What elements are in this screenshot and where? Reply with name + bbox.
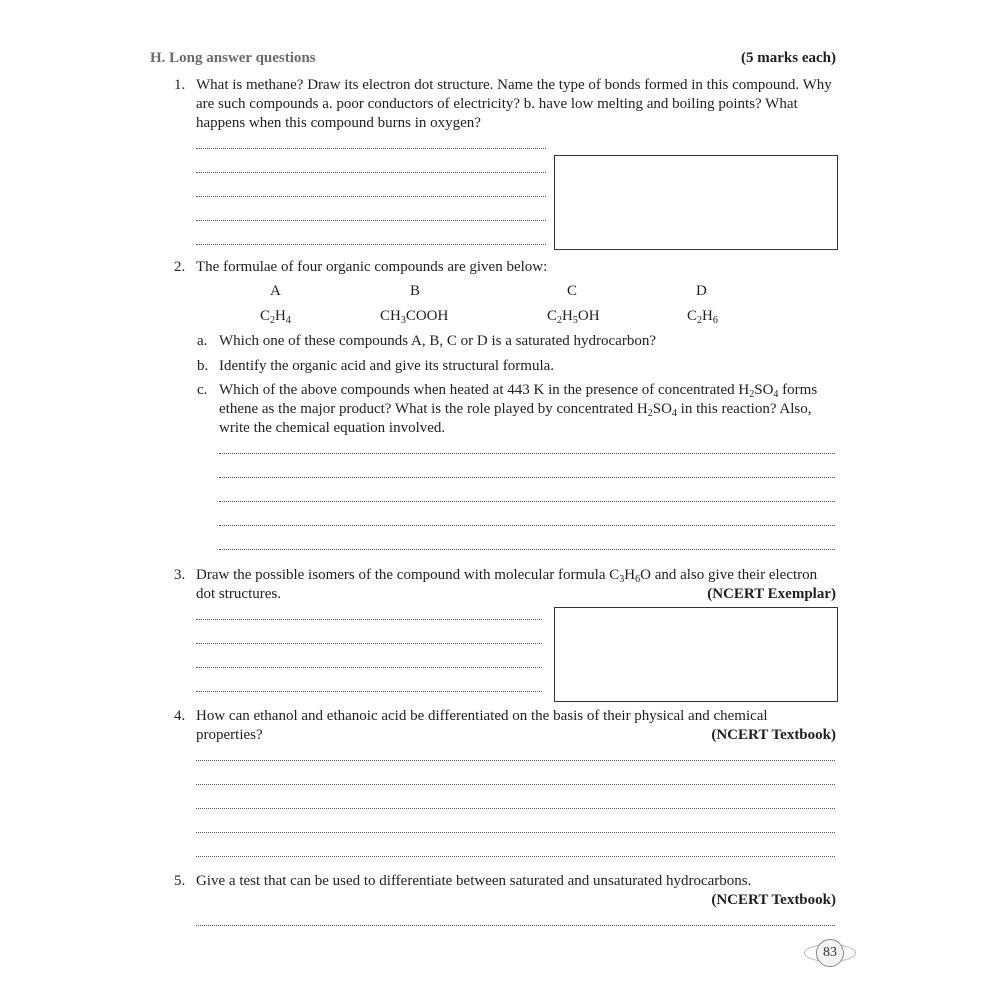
drawing-box-q3[interactable] (554, 607, 838, 702)
compound-label-d: D (696, 283, 707, 299)
answer-line[interactable] (196, 832, 835, 833)
answer-line[interactable] (196, 760, 835, 761)
answer-line[interactable] (219, 477, 835, 478)
answer-line[interactable] (219, 501, 835, 502)
q4-line-2: properties? (196, 727, 263, 743)
answer-line[interactable] (196, 667, 542, 668)
compound-label-a: A (270, 283, 281, 299)
q2c-line-3: write the chemical equation involved. (219, 420, 446, 436)
answer-line[interactable] (196, 619, 542, 620)
q2-number: 2. (174, 259, 186, 275)
formula-a: $C_2H_4$ (260, 308, 291, 326)
answer-line[interactable] (219, 453, 835, 454)
q2b-marker: b. (197, 358, 209, 374)
answer-line[interactable] (196, 925, 835, 926)
q5-line-1: Give a test that can be used to differentiate between saturated and unsaturated hydrocarbons. (196, 873, 752, 889)
q3-line-1: Draw the possible isomers of the compound with molecular formula $C_3H_6O$ and also give their electron (196, 567, 818, 585)
answer-line[interactable] (196, 643, 542, 644)
formula-b: $CH_3COOH$ (380, 308, 449, 326)
q5-number: 5. (174, 873, 186, 889)
answer-line[interactable] (219, 549, 835, 550)
answer-line[interactable] (196, 784, 835, 785)
q2c-marker: c. (197, 382, 208, 398)
section-title: H. Long answer questions (150, 50, 316, 66)
compound-label-b: B (410, 283, 421, 299)
q1-line-2: are such compounds a. poor conductors of electricity? b. have low melting and boiling points? What (196, 96, 798, 112)
q1-line-3: happens when this compound burns in oxygen? (196, 115, 481, 131)
q3-source: (NCERT Exemplar) (707, 586, 836, 602)
q2c-line-1: Which of the above compounds when heated at 443 K in the presence of concentrated $H_2SO_4$ forms (219, 382, 818, 400)
answer-line[interactable] (219, 525, 835, 526)
q1-line-1: What is methane? Draw its electron dot structure. Name the type of bonds formed in this compound. Why (196, 77, 832, 93)
page-number: 83 (816, 939, 844, 967)
q3-number: 3. (174, 567, 186, 583)
answer-line[interactable] (196, 808, 835, 809)
answer-line[interactable] (196, 172, 546, 173)
compound-label-c: C (567, 283, 578, 299)
answer-line[interactable] (196, 196, 546, 197)
answer-line[interactable] (196, 691, 542, 692)
q2a-text: Which one of these compounds A, B, C or D is a saturated hydrocarbon? (219, 333, 656, 349)
answer-line[interactable] (196, 856, 835, 857)
q4-line-1: How can ethanol and ethanoic acid be differentiated on the basis of their physical and chemical (196, 708, 768, 724)
marks-note: (5 marks each) (741, 50, 836, 66)
answer-line[interactable] (196, 148, 546, 149)
q2b-text: Identify the organic acid and give its structural formula. (219, 358, 555, 374)
answer-line[interactable] (196, 220, 546, 221)
q5-source: (NCERT Textbook) (711, 892, 836, 908)
q2-intro: The formulae of four organic compounds are given below: (196, 259, 548, 275)
drawing-box-q1[interactable] (554, 155, 838, 250)
formula-d: $C_2H_6$ (687, 308, 718, 326)
answer-line[interactable] (196, 244, 546, 245)
q1-number: 1. (174, 77, 186, 93)
q3-line-2: dot structures. (196, 586, 281, 602)
q4-source: (NCERT Textbook) (711, 727, 836, 743)
q4-number: 4. (174, 708, 186, 724)
formula-c: $C_2H_5OH$ (547, 308, 600, 326)
q2c-line-2: ethene as the major product? What is the role played by concentrated $H_2SO_4$ in this reaction? Also, (219, 401, 812, 419)
q2a-marker: a. (197, 333, 208, 349)
